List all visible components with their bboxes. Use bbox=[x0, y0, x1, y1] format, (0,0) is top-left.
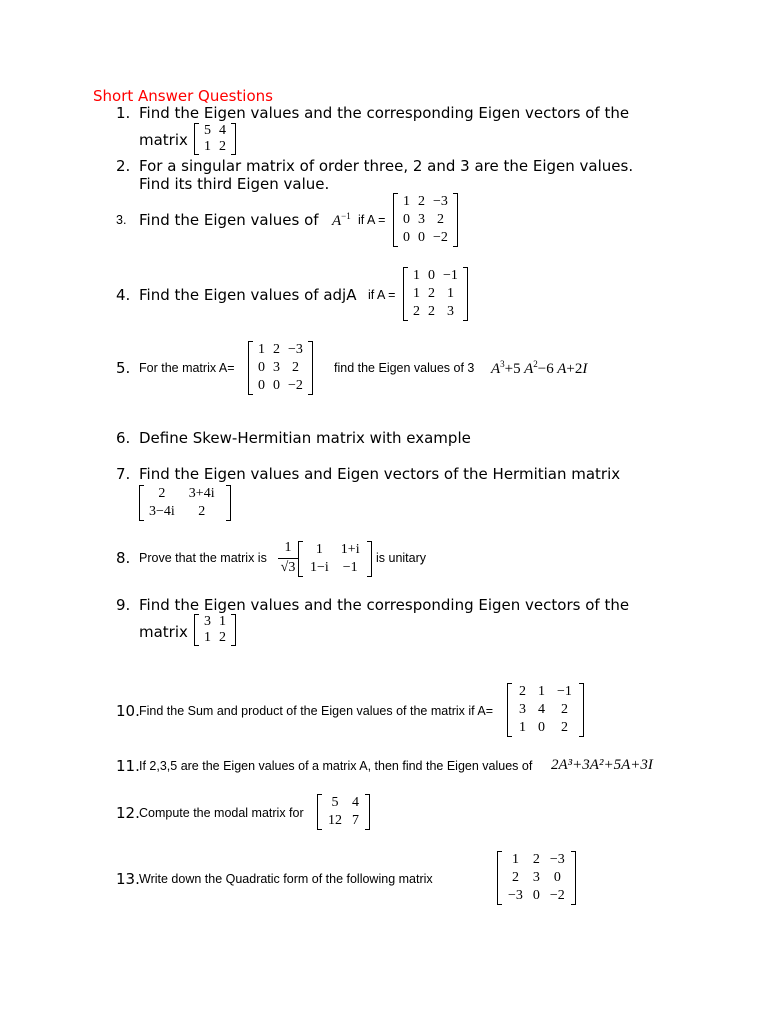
cell: 1 bbox=[511, 852, 519, 867]
cell: −3 bbox=[433, 194, 448, 209]
q10-text: Find the Sum and product of the Eigen values of the matrix if A= bbox=[139, 704, 494, 718]
cell: 5 bbox=[331, 795, 339, 810]
q8-text: Prove that the matrix is bbox=[139, 551, 267, 565]
cell: 0 bbox=[403, 212, 410, 227]
q7-text: Find the Eigen values and Eigen vectors of the Hermitian matrix bbox=[139, 465, 621, 483]
cell: 2 bbox=[519, 684, 526, 699]
cell: 1 bbox=[315, 542, 323, 557]
cell: 2 bbox=[291, 360, 299, 375]
q7-number: 7. bbox=[116, 465, 131, 483]
cell: 2 bbox=[428, 286, 435, 301]
q10-matrix bbox=[507, 683, 584, 737]
cell: 0 bbox=[258, 378, 265, 393]
q11-number: 11. bbox=[116, 757, 140, 775]
cell: 2 bbox=[436, 212, 444, 227]
cell: −3 bbox=[288, 342, 303, 357]
q12-text: Compute the modal matrix for bbox=[139, 806, 304, 820]
cell: 0 bbox=[428, 268, 435, 283]
cell: 2 bbox=[198, 504, 206, 519]
cell: −3 bbox=[508, 888, 523, 903]
cell: 2 bbox=[219, 139, 226, 154]
cell: 3 bbox=[532, 870, 540, 885]
q1-matrix bbox=[194, 123, 236, 155]
q3-matrix bbox=[393, 193, 458, 247]
cell: 2 bbox=[219, 630, 226, 645]
cell: −1 bbox=[443, 268, 458, 283]
q5-matrix bbox=[248, 341, 313, 395]
cell: −1 bbox=[342, 560, 358, 575]
q6-text: Define Skew-Hermitian matrix with example bbox=[139, 429, 471, 447]
cell: 1+i bbox=[340, 542, 360, 557]
cell: 3 bbox=[204, 614, 211, 629]
q9-line2: matrix bbox=[139, 623, 188, 641]
cell: 7 bbox=[352, 813, 359, 828]
q9-matrix bbox=[194, 614, 236, 646]
cell: 1 bbox=[258, 342, 265, 357]
q7-matrix bbox=[139, 485, 231, 521]
cell: −2 bbox=[433, 230, 448, 245]
cell: −2 bbox=[549, 888, 565, 903]
cell: −2 bbox=[288, 378, 303, 393]
q1-line1: Find the Eigen values and the corresponding Eigen vectors of the bbox=[139, 104, 630, 122]
cell: 3 bbox=[519, 702, 526, 717]
cell: 2 bbox=[158, 486, 166, 501]
cell: 0 bbox=[418, 230, 425, 245]
q5-text: For the matrix A= bbox=[139, 361, 235, 375]
q4-number: 4. bbox=[116, 286, 131, 304]
cell: 0 bbox=[538, 720, 545, 735]
q1-number: 1. bbox=[116, 104, 131, 122]
q8-frac-den: √3 bbox=[280, 560, 296, 575]
cell: 1 bbox=[538, 684, 545, 699]
cell: 3−4i bbox=[149, 504, 175, 519]
q12-matrix bbox=[317, 794, 370, 830]
cell: 3 bbox=[446, 304, 454, 319]
cell: 4 bbox=[219, 123, 226, 138]
cell: 3+4i bbox=[188, 486, 215, 501]
q10-number: 10. bbox=[116, 702, 140, 720]
q13-text: Write down the Quadratic form of the following matrix bbox=[139, 872, 433, 886]
q2-number: 2. bbox=[116, 157, 131, 175]
cell: 4 bbox=[538, 702, 545, 717]
cell: 1 bbox=[204, 139, 211, 154]
cell: 2 bbox=[418, 194, 425, 209]
cell: 0 bbox=[258, 360, 265, 375]
cell: 0 bbox=[273, 378, 280, 393]
cell: 3 bbox=[418, 212, 425, 227]
q3-text: Find the Eigen values of bbox=[139, 211, 319, 229]
q9-line1: Find the Eigen values and the corresponding Eigen vectors of the bbox=[139, 596, 630, 614]
cell: 1 bbox=[413, 268, 420, 283]
q9-number: 9. bbox=[116, 596, 131, 614]
q8-matrix bbox=[298, 541, 372, 577]
q5-text2: find the Eigen values of 3 bbox=[334, 361, 475, 375]
q2-line2: Find its third Eigen value. bbox=[139, 175, 330, 193]
cell: 1 bbox=[519, 720, 526, 735]
cell: 1 bbox=[403, 194, 410, 209]
q4-if-a: if A = bbox=[368, 288, 396, 302]
q6-number: 6. bbox=[116, 429, 131, 447]
cell: −3 bbox=[549, 852, 565, 867]
q8-text2: is unitary bbox=[376, 551, 427, 565]
q13-number: 13. bbox=[116, 870, 140, 888]
q11-polynomial: 2A³+3A²+5A+3I bbox=[551, 757, 653, 773]
q13-matrix bbox=[497, 851, 576, 905]
cell: 0 bbox=[403, 230, 410, 245]
cell: 2 bbox=[511, 870, 519, 885]
cell: 1−i bbox=[310, 560, 329, 575]
cell: 1 bbox=[413, 286, 420, 301]
q3-number: 3. bbox=[116, 213, 127, 227]
cell: 1 bbox=[446, 286, 454, 301]
cell: 2 bbox=[428, 304, 435, 319]
section-title: Short Answer Questions bbox=[93, 87, 273, 105]
q5-number: 5. bbox=[116, 359, 131, 377]
cell: 2 bbox=[273, 342, 280, 357]
q4-matrix bbox=[403, 267, 468, 321]
cell: 4 bbox=[352, 795, 359, 810]
q11-text: If 2,3,5 are the Eigen values of a matrix A, then find the Eigen values of bbox=[139, 759, 533, 773]
q1-line2: matrix bbox=[139, 131, 188, 149]
q4-text: Find the Eigen values of adjA bbox=[139, 286, 357, 304]
cell: 0 bbox=[532, 888, 540, 903]
cell: 12 bbox=[328, 813, 342, 828]
cell: 2 bbox=[560, 702, 568, 717]
cell: 0 bbox=[553, 870, 561, 885]
cell: 2 bbox=[532, 852, 540, 867]
q5-polynomial: $A^3+5$ $A^2-6$ A+2I bbox=[491, 359, 588, 377]
cell: −1 bbox=[557, 684, 572, 699]
q8-frac-num: 1 bbox=[284, 540, 292, 555]
q2-line1: For a singular matrix of order three, 2 and 3 are the Eigen values. bbox=[139, 157, 634, 175]
cell: 2 bbox=[413, 304, 420, 319]
cell: 2 bbox=[560, 720, 568, 735]
q3-A: $A^{-1}$ bbox=[332, 211, 351, 229]
q8-number: 8. bbox=[116, 549, 131, 567]
q8-frac-bar bbox=[278, 558, 298, 559]
q12-number: 12. bbox=[116, 804, 140, 822]
q3-if-a: if A = bbox=[358, 213, 386, 227]
cell: 1 bbox=[204, 630, 211, 645]
cell: 5 bbox=[204, 123, 211, 138]
cell: 3 bbox=[273, 360, 280, 375]
cell: 1 bbox=[219, 614, 226, 629]
